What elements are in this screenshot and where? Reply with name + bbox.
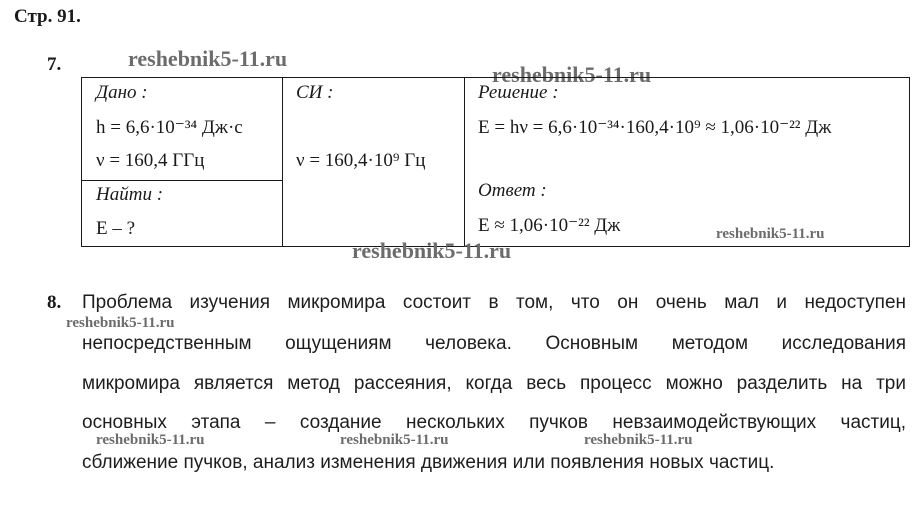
watermark: reshebnik5-11.ru: [128, 46, 288, 71]
find-energy: E – ?: [96, 218, 136, 239]
paragraph-line: микромира является метод рассеяния, когда весь процесс можно разделить на три: [82, 373, 906, 394]
paragraph-line: Проблема изучения микромира состоит в том, что он очень мал и недоступен: [82, 292, 906, 313]
given-heading: Дано :: [96, 82, 148, 103]
si-heading: СИ :: [296, 82, 334, 103]
watermark: reshebnik5-11.ru: [716, 226, 825, 242]
watermark: reshebnik5-11.ru: [584, 432, 693, 448]
paragraph-line: сближение пучков, анализ изменения движения или появления новых частиц.: [82, 452, 775, 473]
paragraph-line: основных этапа – создание нескольких пучков невзаимодействующих частиц,: [82, 412, 906, 433]
watermark: reshebnik5-11.ru: [352, 238, 512, 263]
given-planck-constant: h = 6,6·10⁻³⁴ Дж·с: [96, 117, 243, 138]
answer-value: E ≈ 1,06·10⁻²² Дж: [478, 215, 621, 236]
si-frequency: ν = 160,4·10⁹ Гц: [296, 150, 426, 171]
task-8-paragraph: [82, 0, 906, 521]
paragraph-line: непосредственным ощущениям человека. Основным методом исследования: [82, 333, 906, 354]
watermark: reshebnik5-11.ru: [492, 62, 652, 87]
watermark: reshebnik5-11.ru: [96, 432, 205, 448]
page-number: Стр. 91.: [14, 6, 81, 27]
watermark: reshebnik5-11.ru: [66, 315, 175, 331]
task-7-number: 7.: [47, 54, 62, 75]
solution-formula: E = hν = 6,6·10⁻³⁴·160,4·10⁹ ≈ 1,06·10⁻²² Дж: [478, 117, 832, 138]
watermark: reshebnik5-11.ru: [340, 432, 449, 448]
solution-heading: Решение :: [478, 82, 559, 103]
task-8-number: 8.: [47, 292, 62, 313]
answer-heading: Ответ :: [478, 180, 547, 201]
given-frequency: ν = 160,4 ГГц: [96, 150, 205, 171]
find-heading: Найти :: [96, 184, 164, 205]
